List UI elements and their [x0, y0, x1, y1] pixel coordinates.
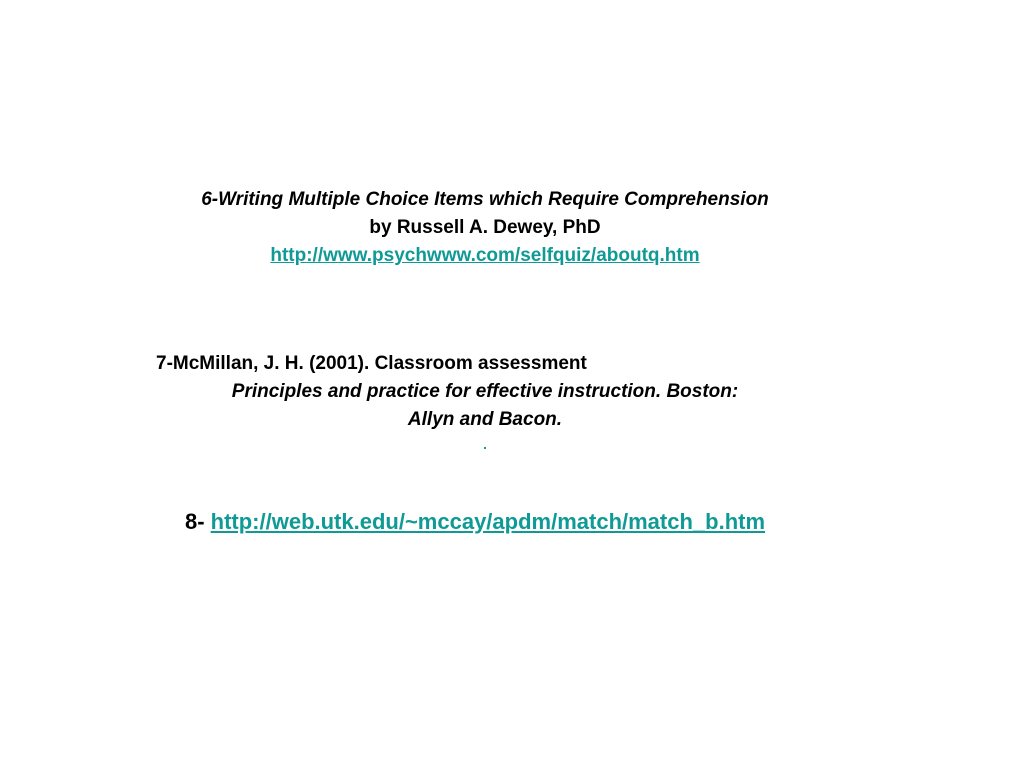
reference-6-link[interactable]: http://www.psychwww.com/selfquiz/aboutq.htm [270, 245, 700, 266]
reference-7-line-1: 7-McMillan, J. H. (2001). Classroom assessment [156, 353, 587, 374]
reference-7-line-2: Principles and practice for effective instruction. Boston: [231, 381, 739, 402]
reference-8-link[interactable]: http://web.utk.edu/~mccay/apdm/match/match_b.htm [210, 509, 766, 534]
reference-8 [60, 507, 890, 537]
reference-6-author: by Russell A. Dewey, PhD [369, 217, 601, 238]
reference-7 [100, 350, 870, 450]
reference-7-line-3: Allyn and Bacon. [407, 409, 563, 430]
reference-7-dot: . [483, 436, 487, 452]
reference-6-title: 6-Writing Multiple Choice Items which Require Comprehension [201, 189, 769, 210]
reference-8-prefix: 8- [184, 509, 205, 534]
reference-6 [100, 186, 870, 270]
